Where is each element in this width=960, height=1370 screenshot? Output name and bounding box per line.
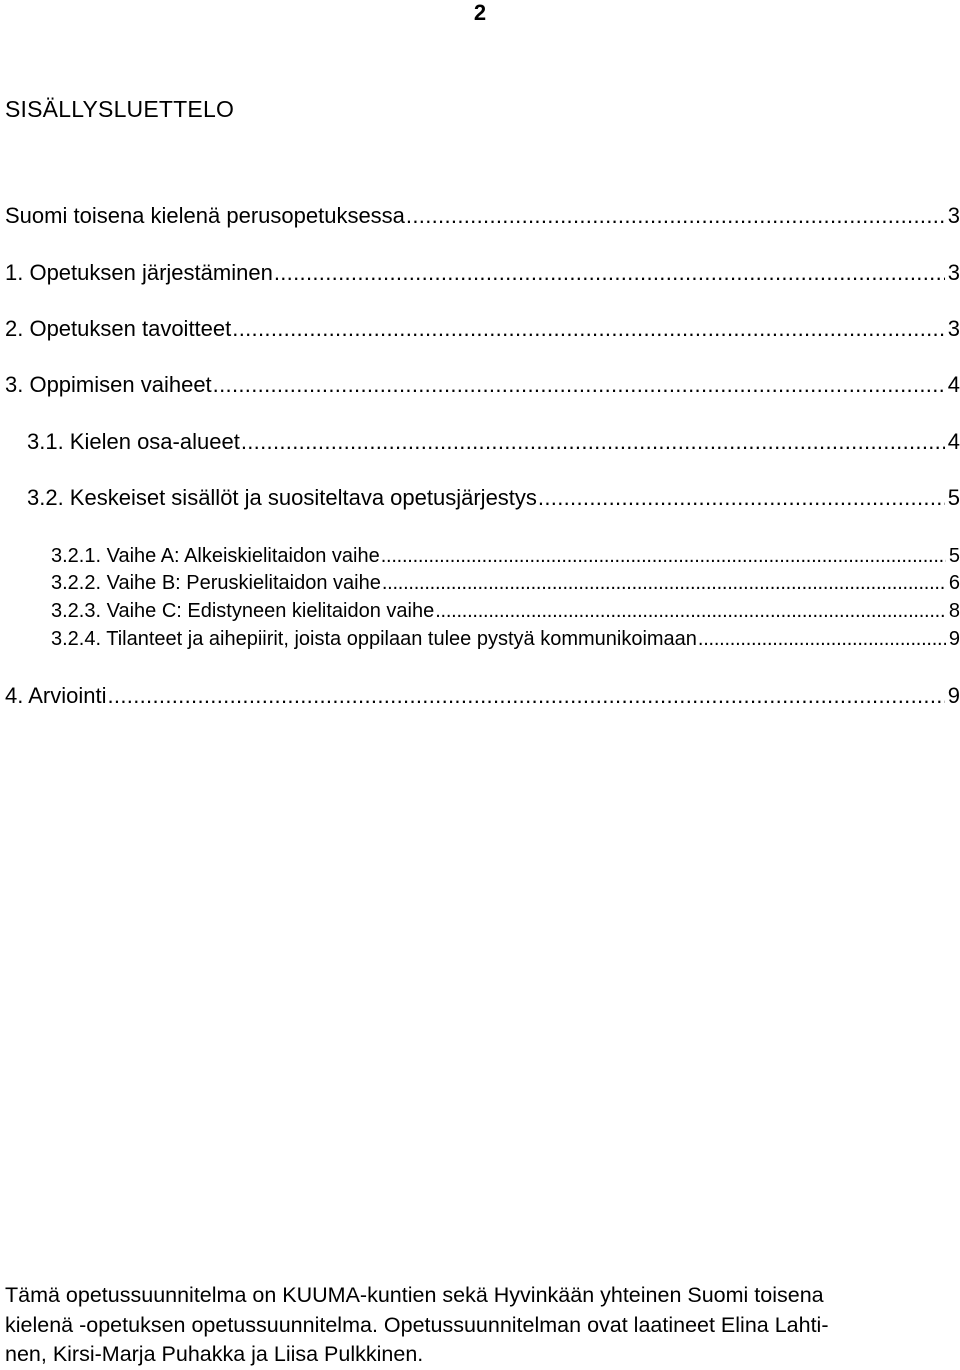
toc-leader-dots bbox=[538, 485, 945, 511]
toc-entry-label: 3.2.4. Tilanteet ja aihepiirit, joista oppilaan tulee pystyä kommunikoimaan bbox=[51, 628, 697, 650]
toc-entry-label: 4. Arviointi bbox=[5, 683, 107, 708]
footer-note-line: kielenä -opetuksen opetussuunnitelma. Opetussuunnitelman ovat laatineet Elina Lahti- bbox=[5, 1312, 829, 1337]
toc-entry[interactable] bbox=[5, 203, 960, 229]
toc-entry-label: 3.2.2. Vaihe B: Peruskielitaidon vaihe bbox=[51, 572, 381, 594]
toc-entry[interactable] bbox=[51, 544, 960, 568]
toc-leader-dots bbox=[241, 429, 945, 455]
toc-leader-dots bbox=[382, 571, 946, 595]
toc-entry[interactable] bbox=[51, 571, 960, 595]
toc-entry-label: Suomi toisena kielenä perusopetuksessa bbox=[5, 203, 405, 228]
footer-note bbox=[5, 1281, 940, 1370]
toc-entry-page: 3 bbox=[947, 260, 960, 285]
toc-entry-page: 8 bbox=[948, 600, 960, 622]
toc-leader-dots bbox=[274, 260, 945, 286]
toc-entry-page: 4 bbox=[947, 429, 960, 454]
toc-entry[interactable] bbox=[27, 485, 960, 511]
toc-leader-dots bbox=[108, 683, 945, 709]
toc-entry-label: 1. Opetuksen järjestäminen bbox=[5, 260, 273, 285]
toc-entry-label: 3.2.3. Vaihe C: Edistyneen kielitaidon vaihe bbox=[51, 600, 435, 622]
footer-note-line: nen, Kirsi-Marja Puhakka ja Liisa Pulkkinen. bbox=[5, 1342, 424, 1366]
toc-entry[interactable] bbox=[27, 429, 960, 455]
toc-entry-label: 3.2.1. Vaihe A: Alkeiskielitaidon vaihe bbox=[51, 545, 380, 567]
toc-entry-label: 2. Opetuksen tavoitteet bbox=[5, 316, 232, 341]
toc-entry-page: 5 bbox=[947, 485, 960, 510]
toc-entry-page: 3 bbox=[947, 316, 960, 341]
toc-entry-label: 3.2. Keskeiset sisällöt ja suositeltava opetusjärjestys bbox=[27, 485, 537, 510]
toc-leader-dots bbox=[406, 203, 945, 229]
toc-leader-dots bbox=[698, 627, 946, 651]
toc-entry-page: 6 bbox=[948, 572, 960, 594]
toc-entry[interactable] bbox=[51, 627, 960, 651]
toc-entry[interactable] bbox=[5, 683, 960, 709]
toc-entry[interactable] bbox=[5, 260, 960, 286]
toc-leader-dots bbox=[435, 599, 946, 623]
toc-entry-page: 9 bbox=[947, 683, 960, 708]
footer-note-line: Tämä opetussuunnitelma on KUUMA-kuntien sekä Hyvinkään yhteinen Suomi toisena bbox=[5, 1283, 824, 1307]
toc-entry[interactable] bbox=[5, 316, 960, 342]
toc-entry[interactable] bbox=[5, 372, 960, 398]
toc-entry-page: 9 bbox=[948, 628, 960, 650]
toc-leader-dots bbox=[213, 372, 945, 398]
page-number: 2 bbox=[473, 0, 487, 25]
toc-title: SISÄLLYSLUETTELO bbox=[5, 96, 235, 122]
toc-entry-label: 3.1. Kielen osa-alueet bbox=[27, 429, 240, 454]
toc-entry-page: 4 bbox=[947, 372, 960, 397]
toc-entry-label: 3. Oppimisen vaiheet bbox=[5, 372, 212, 397]
toc-entry-page: 3 bbox=[947, 203, 960, 228]
toc-entry-page: 5 bbox=[948, 545, 960, 567]
toc-leader-dots bbox=[232, 316, 944, 342]
toc-entry[interactable] bbox=[51, 599, 960, 623]
toc-leader-dots bbox=[381, 544, 946, 568]
